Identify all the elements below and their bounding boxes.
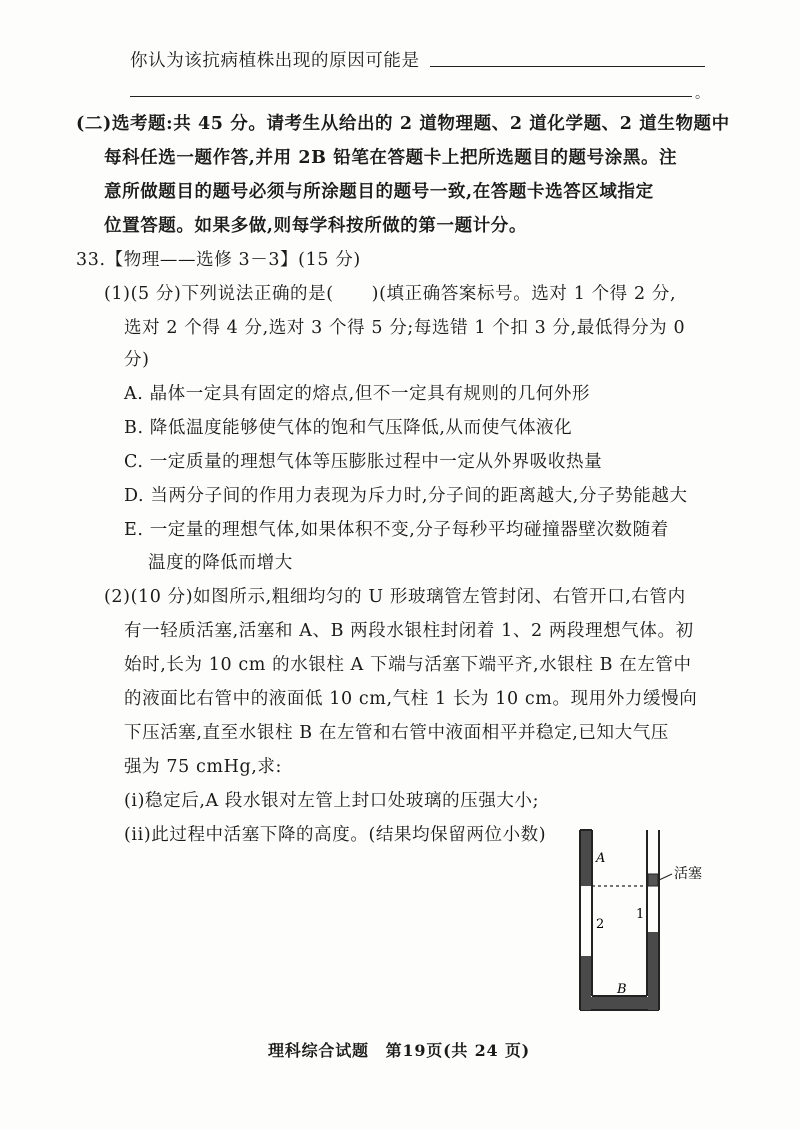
option-e: E. 一定量的理想气体,如果体积不变,分子每秒平均碰撞器壁次数随着 [124, 520, 669, 540]
part2-sub-ii: (ii)此过程中活塞下降的高度。(结果均保留两位小数) [124, 825, 547, 845]
part2-line-6: 强为 75 cmHg,求: [124, 757, 283, 777]
option-a: A. 晶体一定具有固定的熔点,但不一定具有规则的几何外形 [124, 384, 591, 404]
label-a: A [596, 851, 606, 866]
mercury-column-a [581, 831, 591, 886]
section-line-3: 意所做题目的题号必须与所涂题目的题号一致,在答题卡选答区域指定 [104, 182, 654, 202]
piston-pointer [659, 874, 672, 880]
part1-lead: (1)(5 分)下列说法正确的是( )(填正确答案标号。选对 1 个得 2 分, [104, 284, 677, 304]
part2-line-1: (2)(10 分)如图所示,粗细均匀的 U 形玻璃管左管封闭、右管开口,右管内 [104, 587, 686, 607]
option-e-cont: 温度的降低而增大 [148, 553, 293, 573]
label-b: B [617, 982, 627, 997]
option-d: D. 当两分子间的作用力表现为斥力时,分子间的距离越大,分子势能越大 [124, 486, 688, 506]
answer-blank-1 [430, 66, 705, 67]
mercury-b-bottom [581, 997, 658, 1009]
answer-blank-2 [130, 96, 692, 97]
section-line-2: 每科任选一题作答,并用 2B 铅笔在答题卡上把所选题目的题号涂黑。注 [104, 148, 678, 168]
option-c: C. 一定质量的理想气体等压膨胀过程中一定从外界吸收热量 [124, 452, 603, 472]
u-tube-figure [570, 828, 730, 1018]
mercury-b-right [648, 932, 658, 1010]
part2-line-2: 有一轻质活塞,活塞和 A、B 两段水银柱封闭着 1、2 两段理想气体。初 [124, 621, 694, 641]
part1-line-2: 选对 2 个得 4 分,选对 3 个得 5 分;每选错 1 个扣 3 分,最低得分为 0 [124, 318, 686, 338]
prompt-text: 你认为该抗病植株出现的原因可能是 [130, 51, 420, 71]
question-header: 33.【物理——选修 3－3】(15 分) [76, 250, 361, 270]
part2-sub-i: (i)稳定后,A 段水银对左管上封口处玻璃的压强大小; [124, 791, 540, 811]
part2-line-5: 下压活塞,直至水银柱 B 在左管和右管中液面相平并稳定,已知大气压 [124, 723, 669, 743]
part1-line-3: 分) [124, 350, 150, 370]
label-1: 1 [636, 907, 645, 922]
piston [648, 874, 658, 886]
part2-line-4: 的液面比右管中的液面低 10 cm,气柱 1 长为 10 cm。现用外力缓慢向 [124, 689, 698, 709]
section-line-1: (二)选考题:共 45 分。请考生从给出的 2 道物理题、2 道化学题、2 道生物题中 [76, 114, 730, 134]
option-b: B. 降低温度能够使气体的饱和气压降低,从而使气体液化 [124, 418, 573, 438]
part2-line-3: 始时,长为 10 cm 的水银柱 A 下端与活塞下端平齐,水银柱 B 在左管中 [124, 655, 692, 675]
section-line-4: 位置答题。如果多做,则每学科按所做的第一题计分。 [104, 216, 527, 236]
label-piston: 活塞 [674, 866, 702, 882]
label-2: 2 [596, 917, 605, 932]
page-footer: 理科综合试题 第19页(共 24 页) [268, 1041, 531, 1060]
end-mark: 。 [695, 86, 709, 102]
